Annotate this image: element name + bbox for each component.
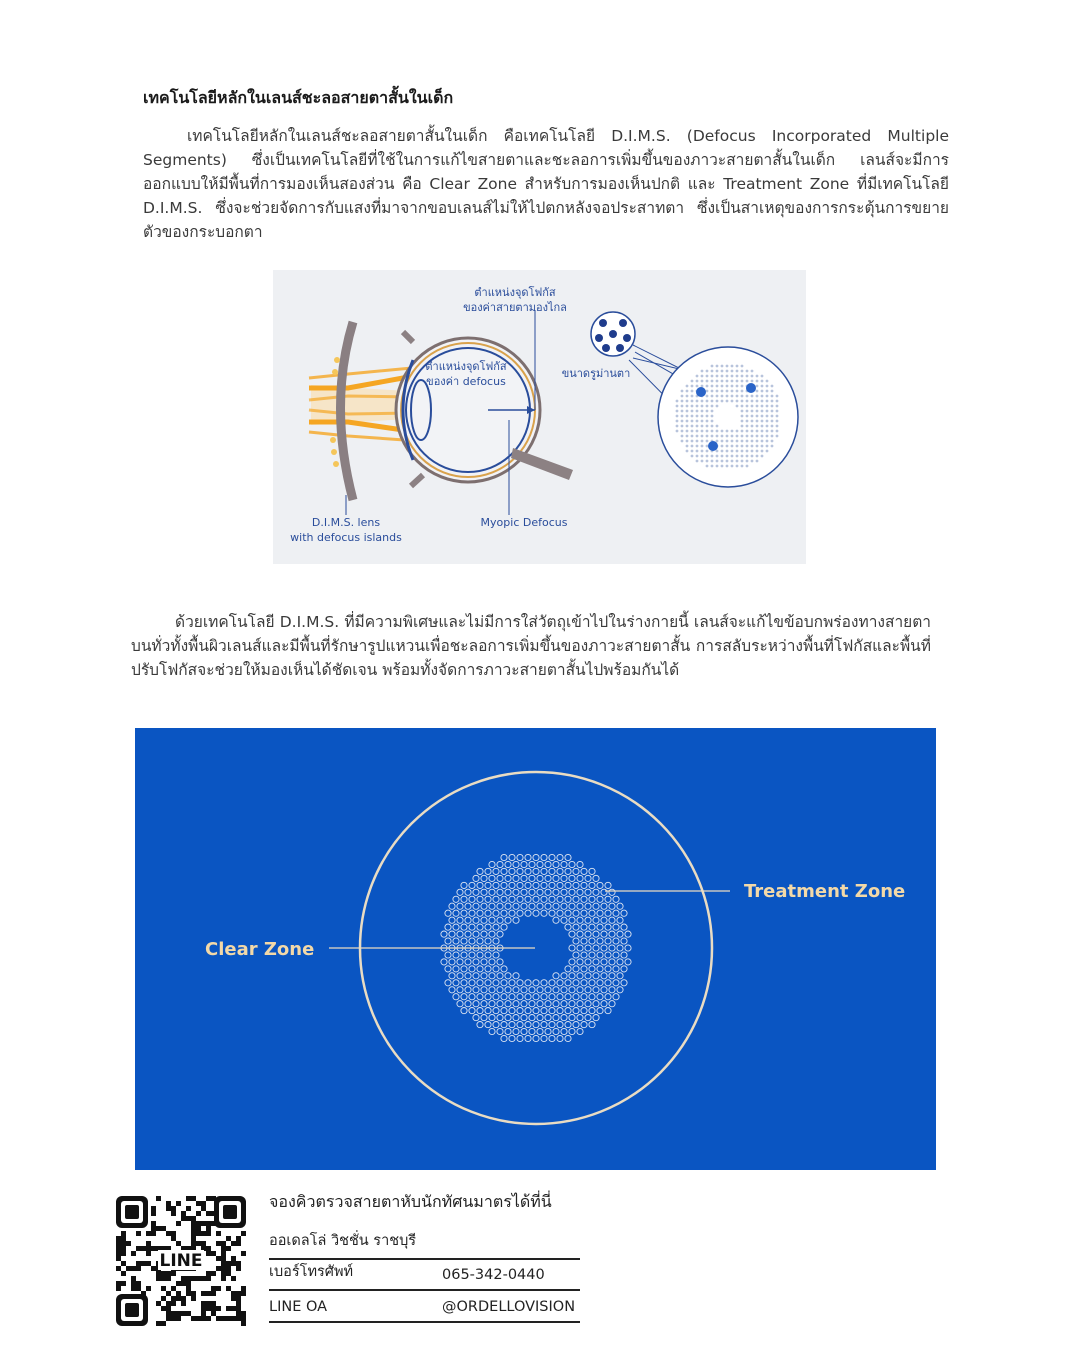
line-value[interactable]: @ORDELLOVISION (442, 1299, 576, 1315)
second-text: ด้วยเทคโนโลยี D.I.M.S. ที่มีความพิเศษและไม่มีการใส่วัตถุเข้าไปในร่างกายนี้ เลนส์จะแก้ไขข้อบกพร่องทางสายตาบนทั่วทั้งพื้นผิวเลนส์และมีพื้นที่รักษารูปแหวนเพื่อชะลอการเพิ่มขึ้นของภาวะสายตาสั้น การสลับระหว่างพื้นที่โฟกัสและพื้นที่ปรับโฟกัสจะช่วยให้มองเห็นได้ชัดเจน พร้อมทั้งจัดการภาวะสายตาสั้นไปพร้อมกันได้ (131, 613, 931, 679)
phone-value[interactable]: 065-342-0440 (442, 1267, 545, 1283)
clear-zone-label: Clear Zone (205, 939, 315, 960)
line-qr-code[interactable] (114, 1194, 248, 1328)
defocus-label-2: ของค่า defocus (426, 375, 506, 388)
far-focus-label-2: ของค่าสายตามองไกล (463, 301, 567, 314)
phone-label: เบอร์โทรศัพท์ (269, 1264, 354, 1280)
branch-name: ออเดลโล่ วิชชั่น ราชบุรี (269, 1233, 417, 1249)
info-row-phone (269, 1261, 580, 1291)
dims-eye-diagram (273, 270, 806, 564)
second-paragraph (131, 610, 931, 682)
lens-label-1: D.I.M.S. lens (311, 516, 381, 529)
lens-label-2: with defocus islands (290, 531, 402, 544)
treatment-zone-label: Treatment Zone (744, 881, 906, 902)
aperture-label: ขนาดรูม่านตา (561, 367, 631, 380)
page-heading: เทคโนโลยีหลักในเลนส์ชะลอสายตาสั้นในเด็ก (143, 88, 454, 107)
defocus-label-1: ตำแหน่งจุดโฟกัส (425, 360, 507, 373)
booking-title: จองคิวตรวจสายตาหับนักทัศนมาตรได้ที่นี่ (269, 1192, 552, 1211)
intro-paragraph (143, 124, 949, 244)
far-focus-label-1: ตำแหน่งจุดโฟกัส (474, 286, 556, 299)
qr-line-text: LINE (159, 1251, 203, 1271)
info-row-branch (269, 1230, 580, 1260)
myopic-defocus-label: Myopic Defocus (480, 516, 568, 529)
intro-text: เทคโนโลยีหลักในเลนส์ชะลอสายตาสั้นในเด็ก คือเทคโนโลยี D.I.M.S. (Defocus Incorporated Multiple Segments) ซึ่งเป็นเทคโนโลยีที่ใช้ในการแก้ไขสายตาและชะลอการเพิ่มขึ้นของภาวะสายตาสั้นในเด็ก เลนส์จะมีการออกแบบให้มีพื้นที่การมองเห็นสองส่วน คือ Clear Zone สำหรับการมองเห็นปกติ และ Treatment Zone ที่มีเทคโนโลยี D.I.M.S. ซึ่งจะช่วยจัดการกับแสงที่มาจากขอบเลนส์ไม่ให้ไปตกหลังจอประสาทตา ซึ่งเป็นสาเหตุของการกระตุ้นการขยายตัวของกระบอกตา (143, 127, 949, 241)
info-row-line (269, 1293, 580, 1323)
line-label: LINE OA (269, 1299, 328, 1315)
clear-treatment-zone-diagram (135, 728, 936, 1170)
